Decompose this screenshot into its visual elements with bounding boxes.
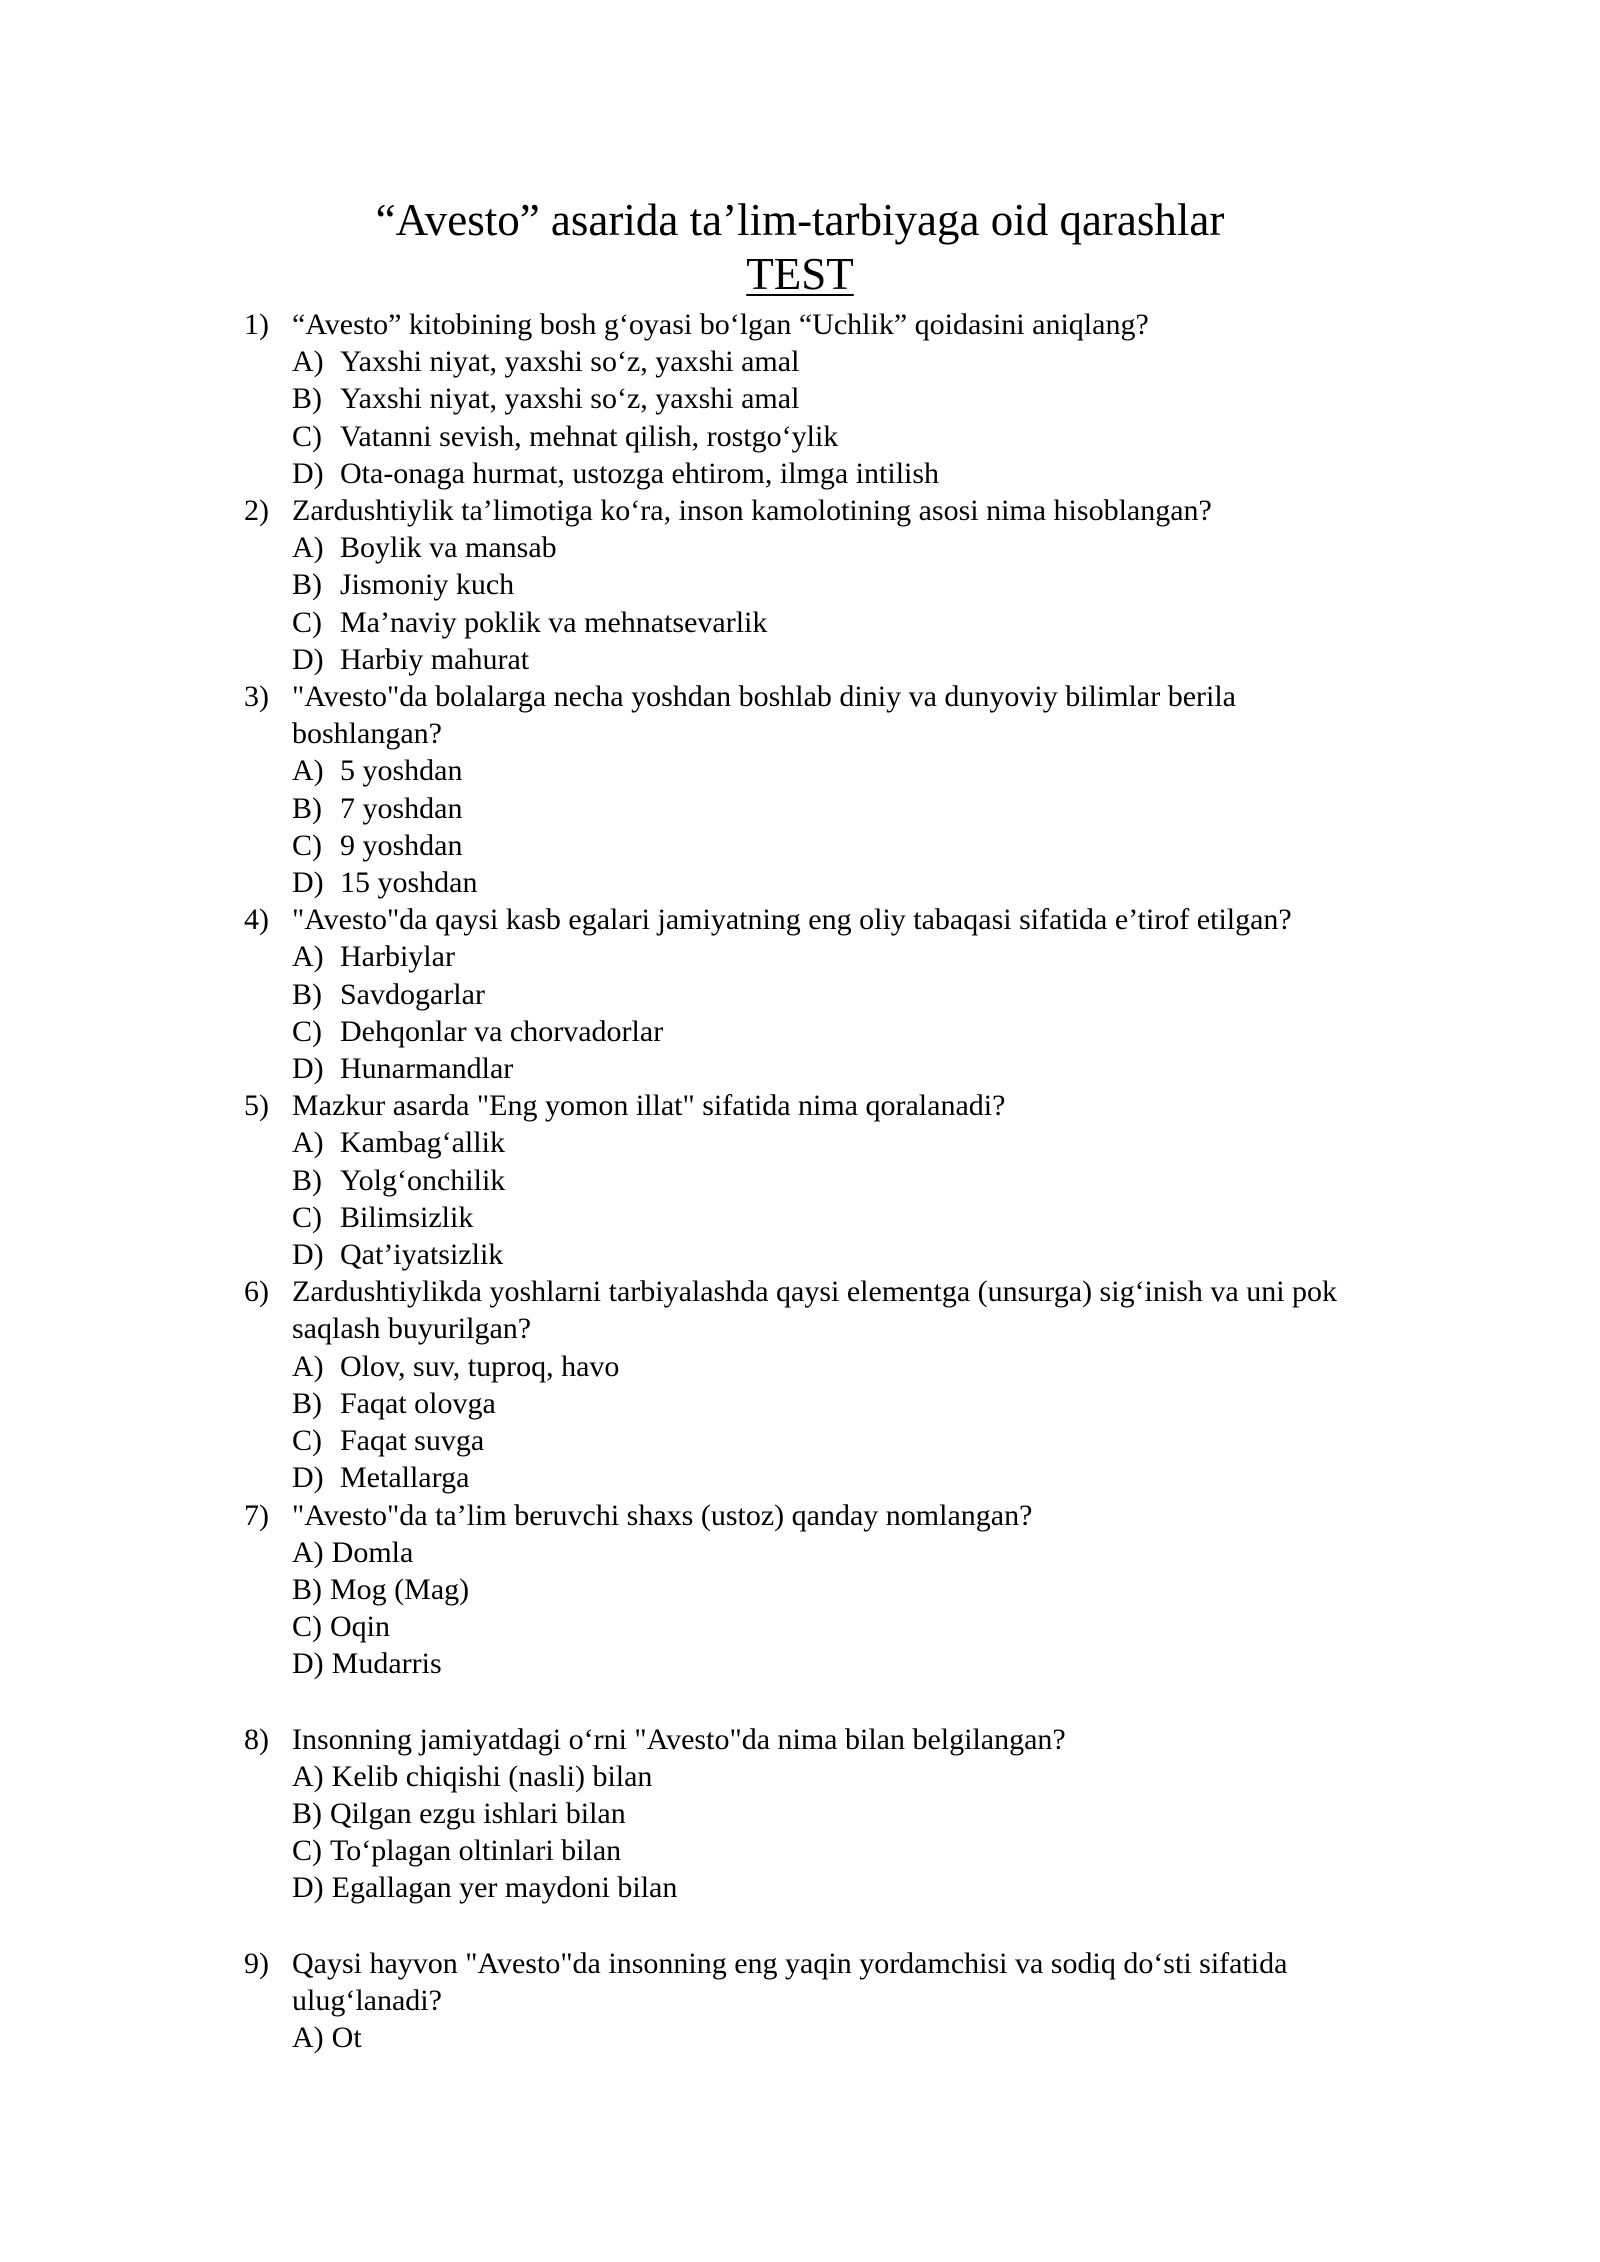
option-letter: C) — [292, 605, 322, 639]
option-letter: D) — [292, 1052, 324, 1086]
option-letter: D) — [292, 456, 324, 490]
option-c — [292, 1422, 1384, 1459]
question-text: Zardushtiylik ta’limotiga ko‘ra, inson kamolotining asosi nima hisoblangan? — [292, 494, 1212, 528]
option-b — [292, 1571, 1384, 1608]
option-text: Harbiy mahurat — [340, 642, 530, 676]
question-number: 9) — [244, 1946, 269, 1980]
option-a — [292, 1348, 1384, 1385]
option-letter: B) — [292, 1386, 322, 1420]
option-letter: A) — [292, 940, 324, 974]
option-letter: A) — [292, 1535, 324, 1569]
option-text: Egallagan yer maydoni bilan — [331, 1871, 678, 1905]
option-a — [292, 2019, 1384, 2056]
option-letter: C) — [292, 1014, 322, 1048]
question-1 — [244, 306, 1384, 492]
spacer — [244, 1907, 1384, 1945]
option-letter: C) — [292, 1424, 322, 1458]
option-letter: B) — [292, 1572, 322, 1606]
option-letter: D) — [292, 1647, 324, 1681]
option-d — [292, 1645, 1384, 1682]
question-7 — [244, 1497, 1384, 1683]
option-list — [292, 1534, 1384, 1683]
option-a — [292, 1758, 1384, 1795]
question-text: "Avesto"da ta’lim beruvchi shaxs (ustoz) qanday nomlangan? — [292, 1498, 1033, 1532]
option-b — [292, 380, 1384, 417]
option-text: Yolg‘onchilik — [340, 1163, 506, 1197]
option-a — [292, 529, 1384, 566]
option-letter: B) — [292, 977, 322, 1011]
option-list — [292, 752, 1384, 901]
spacer — [244, 1683, 1384, 1721]
question-number: 4) — [244, 903, 269, 937]
option-text: Ot — [331, 2020, 362, 2054]
option-c — [292, 604, 1384, 641]
option-letter: B) — [292, 568, 322, 602]
question-text: "Avesto"da qaysi kasb egalari jamiyatning eng oliy tabaqasi sifatida e’tirof etilgan? — [292, 903, 1292, 937]
option-text: Mudarris — [331, 1647, 442, 1681]
option-letter: B) — [292, 1796, 322, 1830]
option-letter: B) — [292, 382, 322, 416]
option-letter: B) — [292, 1163, 322, 1197]
option-text: Vatanni sevish, mehnat qilish, rostgo‘ylik — [340, 419, 839, 453]
option-d — [292, 641, 1384, 678]
option-c — [292, 1608, 1384, 1645]
question-9 — [244, 1945, 1384, 2057]
option-letter: D) — [292, 1238, 324, 1272]
option-text: Faqat olovga — [340, 1386, 496, 1420]
question-text: "Avesto"da bolalarga necha yoshdan boshlab diniy va dunyoviy bilimlar berila boshlangan? — [292, 680, 1236, 751]
option-c — [292, 418, 1384, 455]
option-text: Yaxshi niyat, yaxshi so‘z, yaxshi amal — [340, 382, 800, 416]
option-c — [292, 1199, 1384, 1236]
option-text: Qat’iyatsizlik — [340, 1238, 504, 1272]
option-letter: C) — [292, 1610, 322, 1644]
option-d — [292, 1459, 1384, 1496]
option-letter: A) — [292, 1759, 324, 1793]
option-a — [292, 938, 1384, 975]
option-c — [292, 1013, 1384, 1050]
option-list — [292, 2019, 1384, 2056]
option-text: Mog (Mag) — [330, 1572, 470, 1606]
question-3 — [244, 678, 1384, 901]
option-list — [292, 1124, 1384, 1273]
option-text: Hunarmandlar — [340, 1052, 514, 1086]
option-text: Savdogarlar — [340, 977, 485, 1011]
question-6 — [244, 1273, 1384, 1496]
option-d — [292, 864, 1384, 901]
option-c — [292, 827, 1384, 864]
option-d — [292, 1236, 1384, 1273]
option-text: Yaxshi niyat, yaxshi so‘z, yaxshi amal — [340, 345, 800, 379]
document-title: “Avesto” asarida ta’lim-tarbiyaga oid qarashlar — [375, 195, 1225, 245]
option-letter: A) — [292, 1349, 324, 1383]
question-number: 1) — [244, 308, 269, 341]
question-number: 8) — [244, 1722, 269, 1756]
option-text: 9 yoshdan — [340, 828, 463, 862]
option-text: Ota-onaga hurmat, ustozga ehtirom, ilmga intilish — [340, 456, 940, 490]
option-text: Domla — [331, 1535, 414, 1569]
option-text: Boylik va mansab — [340, 531, 557, 565]
question-number: 3) — [244, 680, 269, 714]
option-text: To‘plagan oltinlari bilan — [330, 1834, 622, 1868]
option-letter: A) — [292, 2020, 324, 2054]
option-text: Qilgan ezgu ishlari bilan — [330, 1796, 626, 1830]
option-letter: B) — [292, 791, 322, 825]
question-number: 6) — [244, 1275, 269, 1309]
question-8 — [244, 1721, 1384, 1907]
option-b — [292, 1385, 1384, 1422]
option-letter: D) — [292, 1461, 324, 1495]
question-4 — [244, 901, 1384, 1087]
question-5 — [244, 1087, 1384, 1273]
question-list — [244, 306, 1384, 2056]
option-c — [292, 1832, 1384, 1869]
question-text: “Avesto” kitobining bosh g‘oyasi bo‘lgan “Uchlik” qoidasini aniqlang? — [292, 308, 1149, 341]
option-text: 15 yoshdan — [340, 866, 478, 900]
option-a — [292, 1534, 1384, 1571]
option-b — [292, 566, 1384, 603]
question-text: Insonning jamiyatdagi o‘rni "Avesto"da nima bilan belgilangan? — [292, 1722, 1066, 1756]
option-d — [292, 455, 1384, 492]
document-subtitle: TEST — [746, 249, 854, 299]
option-letter: A) — [292, 531, 324, 565]
option-text: Dehqonlar va chorvadorlar — [340, 1014, 664, 1048]
option-list — [292, 343, 1384, 492]
option-letter: D) — [292, 1871, 324, 1905]
option-a — [292, 752, 1384, 789]
option-b — [292, 1162, 1384, 1199]
option-text: Kelib chiqishi (nasli) bilan — [331, 1759, 653, 1793]
option-letter: D) — [292, 866, 324, 900]
option-letter: D) — [292, 642, 324, 676]
question-number: 5) — [244, 1089, 269, 1123]
option-text: Metallarga — [340, 1461, 470, 1495]
option-text: Bilimsizlik — [340, 1200, 474, 1234]
option-list — [292, 938, 1384, 1087]
question-text: Zardushtiylikda yoshlarni tarbiyalashda qaysi elementga (unsurga) sig‘inish va uni pok saqlash buyurilgan? — [292, 1275, 1338, 1346]
option-text: Faqat suvga — [340, 1424, 485, 1458]
option-letter: A) — [292, 345, 324, 379]
option-a — [292, 343, 1384, 380]
question-text: Qaysi hayvon "Avesto"da insonning eng yaqin yordamchisi va sodiq do‘sti sifatida ulug‘lanadi? — [292, 1946, 1288, 2017]
option-d — [292, 1050, 1384, 1087]
option-text: Harbiylar — [340, 940, 455, 974]
option-letter: C) — [292, 1200, 322, 1234]
option-list — [292, 529, 1384, 678]
option-d — [292, 1869, 1384, 1906]
option-letter: C) — [292, 419, 322, 453]
option-a — [292, 1124, 1384, 1161]
option-letter: C) — [292, 828, 322, 862]
option-letter: A) — [292, 1126, 324, 1160]
option-text: Jismoniy kuch — [340, 568, 515, 602]
option-list — [292, 1348, 1384, 1497]
option-text: 5 yoshdan — [340, 754, 463, 788]
option-b — [292, 790, 1384, 827]
option-text: Kambag‘allik — [340, 1126, 505, 1160]
option-text: Ma’naviy poklik va mehnatsevarlik — [340, 605, 768, 639]
option-letter: C) — [292, 1834, 322, 1868]
question-text: Mazkur asarda "Eng yomon illat" sifatida nima qoralanadi? — [292, 1089, 1006, 1123]
question-number: 2) — [244, 494, 269, 528]
question-2 — [244, 492, 1384, 678]
option-b — [292, 976, 1384, 1013]
option-text: 7 yoshdan — [340, 791, 463, 825]
option-text: Olov, suv, tuproq, havo — [340, 1349, 620, 1383]
option-text: Oqin — [330, 1610, 390, 1644]
option-b — [292, 1795, 1384, 1832]
question-number: 7) — [244, 1498, 269, 1532]
option-letter: A) — [292, 754, 324, 788]
option-list — [292, 1758, 1384, 1907]
